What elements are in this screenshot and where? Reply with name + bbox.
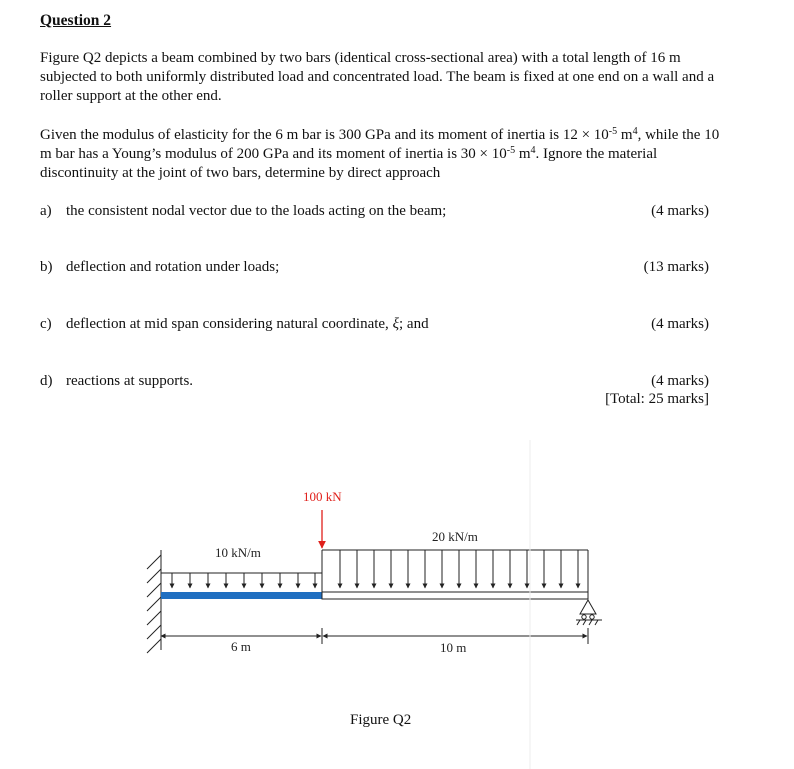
bar-left-6m — [161, 592, 322, 599]
udl-left-arrows — [161, 573, 322, 588]
question-heading: Question 2 — [40, 12, 112, 29]
question-c-text: deflection at mid span considering natural coordinate, ξ; and — [66, 316, 429, 332]
bar-right-10m — [322, 592, 588, 599]
length-left-label: 6 m — [231, 639, 251, 654]
question-c-marks: (4 marks) — [651, 316, 709, 332]
total-marks: [Total: 25 marks] — [605, 391, 709, 407]
intro-paragraph: Figure Q2 depicts a beam combined by two bars (identical cross-sectional area) with a total length of 16 m subjected to both uniformly distributed load and concentrated load. The beam is fixed at one end on a wall and a roller support at the other end. — [40, 50, 715, 104]
question-d-marks: (4 marks) — [651, 373, 709, 389]
question-a-marks: (4 marks) — [651, 203, 709, 219]
question-c-label: c) — [40, 316, 52, 332]
question-a-text: the consistent nodal vector due to the loads acting on the beam; — [66, 203, 447, 219]
xi-symbol: ξ — [392, 316, 399, 332]
question-b-marks: (13 marks) — [643, 259, 709, 275]
figure-caption: Figure Q2 — [350, 712, 412, 728]
given-paragraph: Given the modulus of elasticity for the 6 m bar is 300 GPa and its moment of inertia is $12 \times 10^{-5}$ $m^4$, while the 10 m bar has a Young’s modulus of 200 GPa and its moment of inertia is $30 \times 10^{-5}$ $m^4$. Ignore the material discontinuity at the joint of two bars, determine by direct approach — [40, 126, 720, 181]
dimension-lines — [161, 628, 588, 644]
udl-right-label: 20 kN/m — [432, 529, 478, 544]
question-d-label: d) — [40, 373, 53, 389]
fixed-wall-support — [147, 550, 161, 653]
question-b-label: b) — [40, 259, 53, 275]
question-a-label: a) — [40, 203, 52, 219]
roller-support — [576, 600, 602, 625]
point-load-label: 100 kN — [303, 489, 342, 504]
question-d-text: reactions at supports. — [66, 373, 194, 389]
udl-left-label: 10 kN/m — [215, 545, 261, 560]
question-b-text: deflection and rotation under loads; — [66, 259, 280, 275]
length-right-label: 10 m — [440, 640, 467, 655]
udl-right-arrows — [322, 550, 588, 592]
